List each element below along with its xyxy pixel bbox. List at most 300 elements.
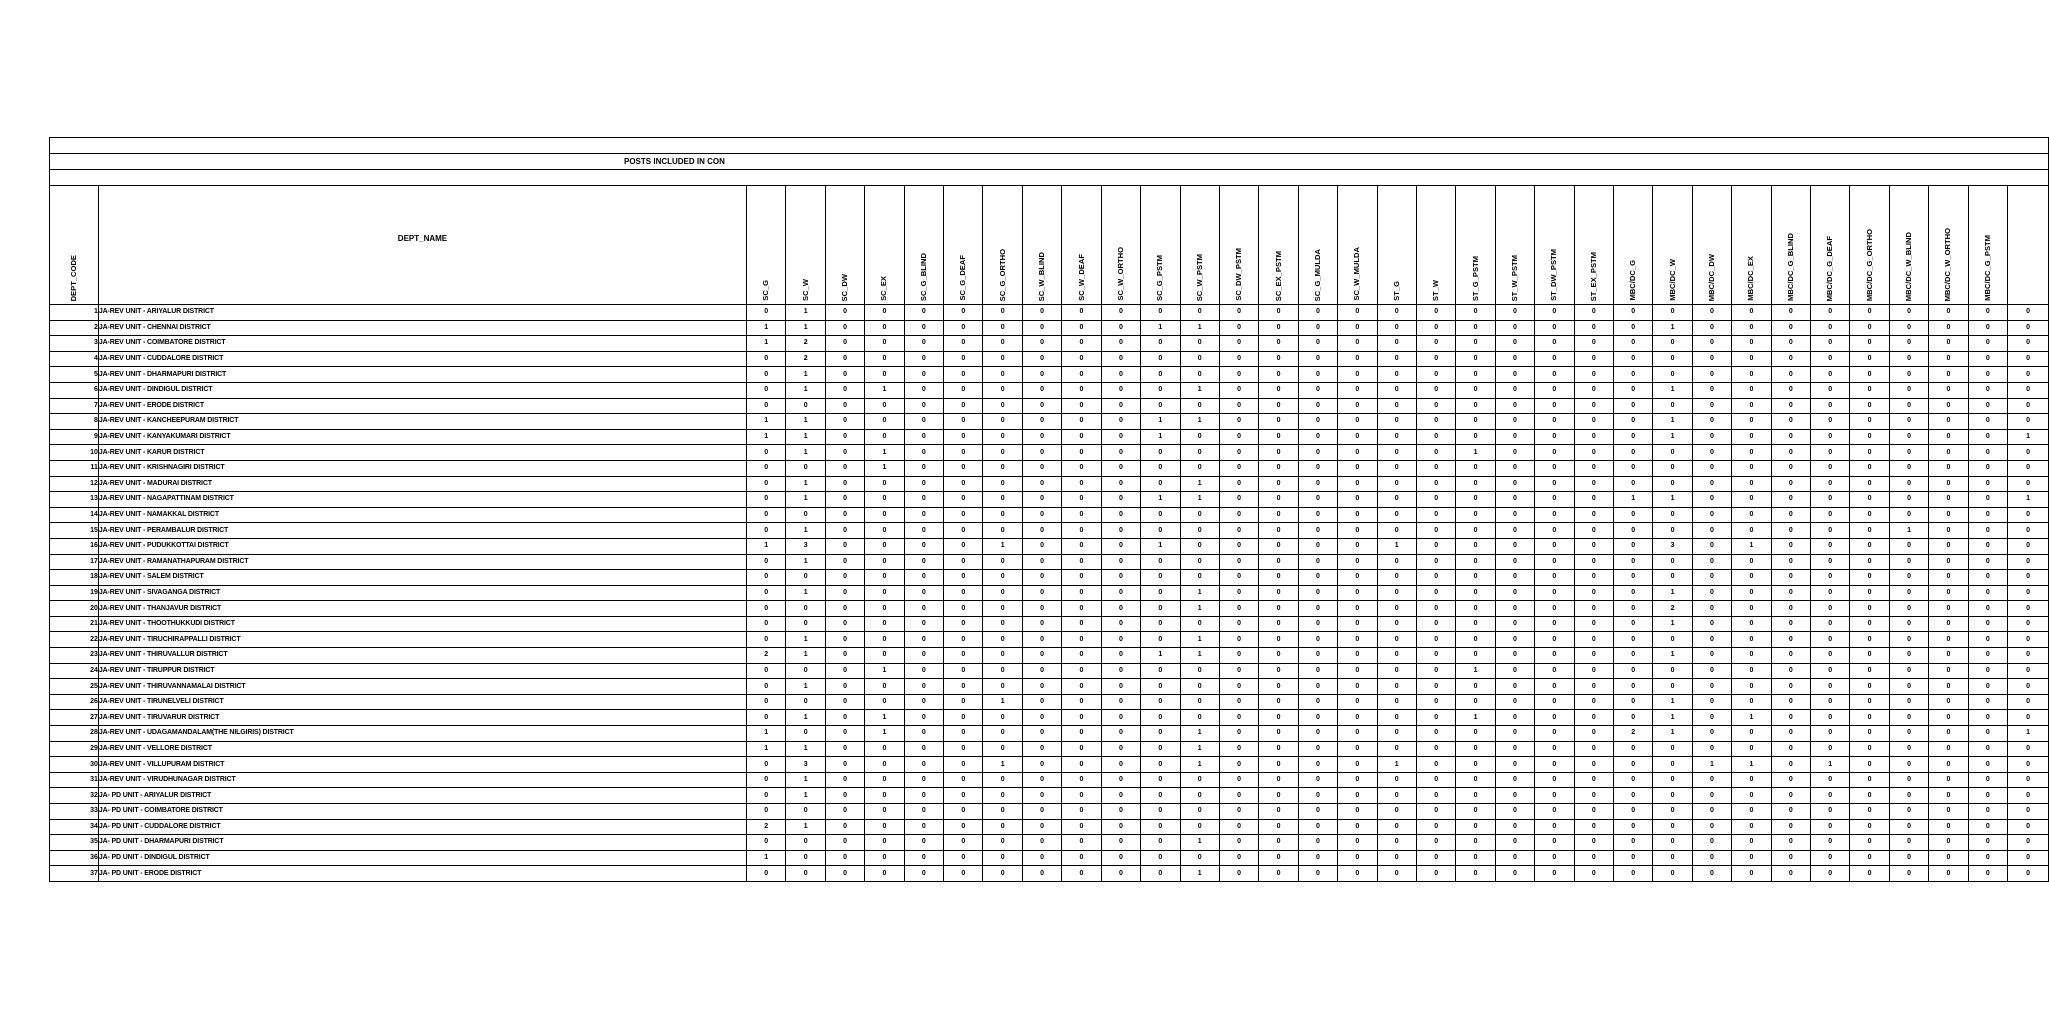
value-cell: 0: [1889, 429, 1928, 445]
value-cell: 0: [1416, 616, 1455, 632]
dept-code-cell: 25: [50, 679, 99, 695]
value-cell: 1: [786, 741, 825, 757]
value-cell: 0: [1377, 741, 1416, 757]
value-cell: 1: [865, 460, 904, 476]
value-cell: 0: [1062, 523, 1101, 539]
value-cell: 0: [1416, 367, 1455, 383]
value-cell: 0: [1535, 320, 1574, 336]
value-cell: 1: [1141, 320, 1180, 336]
spreadsheet: [49, 137, 2030, 877]
table-row: [50, 757, 2049, 773]
header-col-label: MBC/DC_EX: [1746, 256, 1756, 301]
value-cell: 0: [1811, 538, 1850, 554]
value-cell: 0: [1298, 648, 1337, 664]
value-cell: 0: [1968, 850, 2007, 866]
value-cell: 0: [1377, 772, 1416, 788]
value-cell: 0: [1653, 835, 1692, 851]
value-cell: 0: [1613, 601, 1652, 617]
value-cell: 0: [1968, 398, 2007, 414]
value-cell: 0: [1298, 616, 1337, 632]
value-cell: 0: [1653, 507, 1692, 523]
value-cell: 0: [1968, 679, 2007, 695]
value-cell: 0: [1456, 523, 1495, 539]
value-cell: 1: [1692, 757, 1731, 773]
value-cell: 0: [1732, 445, 1771, 461]
value-cell: 0: [1929, 305, 1968, 321]
value-cell: 0: [1219, 398, 1258, 414]
value-cell: 0: [1613, 679, 1652, 695]
value-cell: 0: [904, 757, 943, 773]
value-cell: 1: [1180, 492, 1219, 508]
value-cell: 0: [1338, 726, 1377, 742]
header-col: [747, 186, 786, 305]
value-cell: 0: [825, 866, 864, 882]
value-cell: 0: [1574, 507, 1613, 523]
value-cell: 0: [1850, 460, 1889, 476]
value-cell: 0: [1416, 726, 1455, 742]
value-cell: 0: [1929, 460, 1968, 476]
header-col: [1141, 186, 1180, 305]
dept-code-cell: 11: [50, 460, 99, 476]
value-cell: 1: [1732, 757, 1771, 773]
value-cell: 0: [1771, 492, 1810, 508]
value-cell: 0: [1889, 866, 1928, 882]
value-cell: 0: [904, 601, 943, 617]
value-cell: 1: [786, 788, 825, 804]
value-cell: 0: [1259, 367, 1298, 383]
value-cell: 0: [1613, 351, 1652, 367]
value-cell: 0: [747, 710, 786, 726]
value-cell: 0: [904, 476, 943, 492]
value-cell: 0: [1022, 679, 1061, 695]
value-cell: 0: [1101, 866, 1140, 882]
value-cell: 0: [1416, 710, 1455, 726]
value-cell: 1: [786, 414, 825, 430]
value-cell: 0: [1850, 632, 1889, 648]
header-col: [1732, 186, 1771, 305]
value-cell: 0: [1613, 788, 1652, 804]
dept-name-cell: JA-REV UNIT - DHARMAPURI DISTRICT: [98, 367, 746, 383]
value-cell: 0: [1259, 507, 1298, 523]
value-cell: 0: [1495, 367, 1534, 383]
value-cell: 0: [1259, 835, 1298, 851]
value-cell: 0: [2008, 850, 2049, 866]
table-row: [50, 305, 2049, 321]
dept-code-cell: 30: [50, 757, 99, 773]
value-cell: 0: [1535, 382, 1574, 398]
value-cell: 0: [747, 492, 786, 508]
value-cell: 0: [1771, 429, 1810, 445]
value-cell: 0: [1298, 554, 1337, 570]
value-cell: 0: [1259, 866, 1298, 882]
value-cell: 0: [1535, 835, 1574, 851]
value-cell: 0: [747, 835, 786, 851]
value-cell: 0: [1022, 710, 1061, 726]
value-cell: 1: [786, 367, 825, 383]
dept-name-cell: JA-REV UNIT - KANCHEEPURAM DISTRICT: [98, 414, 746, 430]
value-cell: 0: [1141, 507, 1180, 523]
value-cell: 0: [1732, 305, 1771, 321]
value-cell: 0: [825, 538, 864, 554]
value-cell: 0: [1298, 757, 1337, 773]
value-cell: 0: [2008, 414, 2049, 430]
header-col: [1613, 186, 1652, 305]
table-row: [50, 507, 2049, 523]
value-cell: 0: [1298, 726, 1337, 742]
value-cell: 0: [1889, 336, 1928, 352]
value-cell: 0: [1692, 554, 1731, 570]
value-cell: 0: [1771, 741, 1810, 757]
value-cell: 0: [944, 507, 983, 523]
value-cell: 0: [944, 648, 983, 664]
value-cell: 0: [1889, 710, 1928, 726]
value-cell: 0: [1101, 382, 1140, 398]
value-cell: 0: [1377, 616, 1416, 632]
value-cell: 0: [1889, 741, 1928, 757]
value-cell: 0: [1771, 835, 1810, 851]
value-cell: 0: [1535, 538, 1574, 554]
dept-name-cell: JA- PD UNIT - ERODE DISTRICT: [98, 866, 746, 882]
value-cell: 1: [786, 772, 825, 788]
value-cell: 0: [1298, 382, 1337, 398]
value-cell: 0: [1771, 616, 1810, 632]
value-cell: 0: [983, 305, 1022, 321]
value-cell: 0: [983, 585, 1022, 601]
value-cell: 0: [1968, 710, 2007, 726]
value-cell: 0: [1811, 570, 1850, 586]
value-cell: 0: [865, 336, 904, 352]
value-cell: 0: [1771, 850, 1810, 866]
value-cell: 0: [1298, 336, 1337, 352]
value-cell: 0: [865, 788, 904, 804]
value-cell: 0: [2008, 460, 2049, 476]
value-cell: 0: [904, 351, 943, 367]
value-cell: 1: [786, 554, 825, 570]
value-cell: 0: [1219, 305, 1258, 321]
value-cell: 0: [1141, 788, 1180, 804]
value-cell: 0: [1613, 741, 1652, 757]
value-cell: 0: [904, 382, 943, 398]
value-cell: 0: [1022, 460, 1061, 476]
dept-code-cell: 37: [50, 866, 99, 882]
value-cell: 0: [1968, 601, 2007, 617]
value-cell: 0: [904, 460, 943, 476]
value-cell: 0: [1850, 788, 1889, 804]
table-row: [50, 336, 2049, 352]
value-cell: 0: [1613, 570, 1652, 586]
header-col: [1692, 186, 1731, 305]
value-cell: 0: [865, 570, 904, 586]
value-cell: 0: [1338, 523, 1377, 539]
value-cell: 0: [865, 523, 904, 539]
value-cell: 0: [747, 632, 786, 648]
value-cell: 0: [1062, 445, 1101, 461]
value-cell: 0: [1022, 507, 1061, 523]
value-cell: 0: [825, 367, 864, 383]
header-col-label: ST_EX_PSTM: [1588, 251, 1598, 301]
value-cell: 0: [747, 351, 786, 367]
value-cell: 1: [865, 663, 904, 679]
value-cell: 0: [825, 414, 864, 430]
value-cell: 0: [983, 679, 1022, 695]
value-cell: 0: [1141, 663, 1180, 679]
value-cell: 0: [1771, 351, 1810, 367]
value-cell: 0: [825, 679, 864, 695]
posts-table: [49, 137, 2049, 882]
value-cell: 0: [1062, 632, 1101, 648]
dept-name-cell: JA-REV UNIT - VIRUDHUNAGAR DISTRICT: [98, 772, 746, 788]
value-cell: 0: [865, 616, 904, 632]
value-cell: 0: [1692, 819, 1731, 835]
value-cell: 0: [1811, 585, 1850, 601]
value-cell: 0: [1456, 382, 1495, 398]
value-cell: 0: [1219, 788, 1258, 804]
value-cell: 0: [1771, 819, 1810, 835]
value-cell: 0: [1968, 507, 2007, 523]
value-cell: 0: [1850, 398, 1889, 414]
value-cell: 0: [865, 398, 904, 414]
header-col-label: SC_G_ORTHO: [997, 248, 1007, 301]
value-cell: 0: [983, 398, 1022, 414]
value-cell: 0: [1732, 476, 1771, 492]
value-cell: 0: [1889, 305, 1928, 321]
value-cell: 0: [1968, 460, 2007, 476]
value-cell: 0: [1653, 351, 1692, 367]
blank-row: [50, 170, 2049, 186]
value-cell: 0: [1338, 757, 1377, 773]
value-cell: 0: [1653, 305, 1692, 321]
value-cell: 0: [747, 788, 786, 804]
value-cell: 0: [904, 320, 943, 336]
value-cell: 0: [865, 850, 904, 866]
value-cell: 0: [944, 398, 983, 414]
value-cell: 0: [1141, 741, 1180, 757]
value-cell: 0: [825, 663, 864, 679]
dept-code-cell: 6: [50, 382, 99, 398]
value-cell: 0: [1929, 336, 1968, 352]
value-cell: 0: [1535, 679, 1574, 695]
header-col: [983, 186, 1022, 305]
value-cell: 1: [786, 523, 825, 539]
value-cell: 1: [1141, 492, 1180, 508]
value-cell: 0: [1259, 757, 1298, 773]
value-cell: 0: [1416, 601, 1455, 617]
value-cell: 0: [1889, 772, 1928, 788]
value-cell: 0: [1929, 476, 1968, 492]
value-cell: 0: [1022, 648, 1061, 664]
value-cell: 0: [1495, 570, 1534, 586]
value-cell: 0: [1889, 663, 1928, 679]
value-cell: 0: [1653, 523, 1692, 539]
value-cell: 0: [1298, 305, 1337, 321]
value-cell: 0: [1811, 694, 1850, 710]
value-cell: 0: [2008, 538, 2049, 554]
value-cell: 0: [1298, 819, 1337, 835]
value-cell: 0: [865, 585, 904, 601]
value-cell: 0: [1771, 804, 1810, 820]
value-cell: 0: [1732, 460, 1771, 476]
value-cell: 0: [1416, 663, 1455, 679]
value-cell: 0: [1101, 492, 1140, 508]
value-cell: 0: [1771, 460, 1810, 476]
value-cell: 0: [2008, 398, 2049, 414]
value-cell: 0: [1416, 445, 1455, 461]
value-cell: 0: [1259, 850, 1298, 866]
value-cell: 0: [1535, 570, 1574, 586]
value-cell: 0: [1180, 523, 1219, 539]
value-cell: 0: [1495, 632, 1534, 648]
value-cell: 0: [1456, 804, 1495, 820]
dept-code-cell: 32: [50, 788, 99, 804]
value-cell: 0: [1377, 492, 1416, 508]
value-cell: 0: [944, 382, 983, 398]
value-cell: 0: [1062, 507, 1101, 523]
value-cell: 0: [2008, 710, 2049, 726]
value-cell: 0: [1495, 398, 1534, 414]
value-cell: 0: [1101, 585, 1140, 601]
value-cell: 0: [1219, 382, 1258, 398]
value-cell: 0: [1850, 382, 1889, 398]
value-cell: 0: [1377, 305, 1416, 321]
value-cell: 2: [747, 648, 786, 664]
value-cell: 0: [1732, 601, 1771, 617]
value-cell: 0: [747, 445, 786, 461]
value-cell: 1: [1180, 835, 1219, 851]
dept-name-cell: JA-REV UNIT - SALEM DISTRICT: [98, 570, 746, 586]
value-cell: 0: [1535, 507, 1574, 523]
value-cell: 0: [904, 850, 943, 866]
value-cell: 0: [1416, 336, 1455, 352]
value-cell: 0: [1968, 648, 2007, 664]
dept-name-cell: JA- PD UNIT - COIMBATORE DISTRICT: [98, 804, 746, 820]
value-cell: 0: [1732, 866, 1771, 882]
value-cell: 0: [825, 616, 864, 632]
value-cell: 0: [865, 476, 904, 492]
value-cell: 0: [1180, 679, 1219, 695]
value-cell: 0: [904, 305, 943, 321]
value-cell: 0: [1732, 585, 1771, 601]
value-cell: 0: [1101, 616, 1140, 632]
value-cell: 0: [1456, 601, 1495, 617]
value-cell: 0: [1495, 648, 1534, 664]
value-cell: 0: [825, 726, 864, 742]
value-cell: 0: [1338, 554, 1377, 570]
value-cell: 0: [1141, 804, 1180, 820]
value-cell: 0: [1535, 523, 1574, 539]
table-row: [50, 819, 2049, 835]
value-cell: 0: [1298, 835, 1337, 851]
header-col: [944, 186, 983, 305]
value-cell: 0: [1613, 398, 1652, 414]
value-cell: 0: [1022, 367, 1061, 383]
value-cell: 0: [1811, 320, 1850, 336]
value-cell: 0: [1180, 429, 1219, 445]
value-cell: 0: [786, 835, 825, 851]
table-row: [50, 788, 2049, 804]
value-cell: 0: [1574, 663, 1613, 679]
header-col-label: MBC/DC_W: [1667, 259, 1677, 301]
value-cell: 0: [1613, 710, 1652, 726]
value-cell: 0: [747, 398, 786, 414]
header-col: [1416, 186, 1455, 305]
value-cell: 0: [1219, 757, 1258, 773]
value-cell: 0: [1101, 305, 1140, 321]
value-cell: 1: [1180, 382, 1219, 398]
dept-name-cell: JA-REV UNIT - PUDUKKOTTAI DISTRICT: [98, 538, 746, 554]
value-cell: 0: [1613, 429, 1652, 445]
value-cell: 0: [1771, 585, 1810, 601]
value-cell: 0: [1692, 632, 1731, 648]
value-cell: 0: [1535, 492, 1574, 508]
value-cell: 0: [983, 663, 1022, 679]
value-cell: 0: [1259, 538, 1298, 554]
value-cell: 0: [1416, 382, 1455, 398]
value-cell: 0: [747, 757, 786, 773]
value-cell: 1: [1732, 538, 1771, 554]
value-cell: 0: [2008, 679, 2049, 695]
value-cell: 0: [944, 694, 983, 710]
value-cell: 0: [1022, 382, 1061, 398]
value-cell: 0: [1219, 648, 1258, 664]
value-cell: 3: [1653, 538, 1692, 554]
value-cell: 1: [1141, 414, 1180, 430]
value-cell: 0: [904, 804, 943, 820]
value-cell: 0: [1141, 382, 1180, 398]
value-cell: 0: [1811, 741, 1850, 757]
dept-name-cell: JA-REV UNIT - THIRUVALLUR DISTRICT: [98, 648, 746, 664]
value-cell: 0: [1535, 772, 1574, 788]
value-cell: 0: [1259, 788, 1298, 804]
value-cell: 0: [1850, 663, 1889, 679]
value-cell: 0: [1495, 492, 1534, 508]
value-cell: 0: [944, 772, 983, 788]
header-col-label: SC_DW_PSTM: [1234, 248, 1244, 301]
value-cell: 0: [1101, 445, 1140, 461]
value-cell: 0: [904, 414, 943, 430]
value-cell: 0: [1259, 585, 1298, 601]
value-cell: 0: [1219, 429, 1258, 445]
value-cell: 0: [1180, 367, 1219, 383]
value-cell: 0: [1101, 351, 1140, 367]
table-row: [50, 476, 2049, 492]
value-cell: 0: [1535, 414, 1574, 430]
value-cell: 0: [2008, 320, 2049, 336]
value-cell: 0: [1495, 804, 1534, 820]
value-cell: 0: [1968, 382, 2007, 398]
header-col-label: MBC/DC_W_BLIND: [1904, 231, 1914, 301]
value-cell: 0: [1889, 757, 1928, 773]
dept-name-cell: JA-REV UNIT - VILLUPURAM DISTRICT: [98, 757, 746, 773]
value-cell: 0: [1377, 398, 1416, 414]
value-cell: 0: [1968, 585, 2007, 601]
value-cell: 0: [1219, 632, 1258, 648]
value-cell: 0: [1968, 741, 2007, 757]
value-cell: 0: [1968, 570, 2007, 586]
value-cell: 0: [865, 538, 904, 554]
value-cell: 0: [1416, 679, 1455, 695]
value-cell: 0: [944, 616, 983, 632]
value-cell: 0: [1968, 663, 2007, 679]
value-cell: 0: [1929, 538, 1968, 554]
value-cell: 1: [865, 382, 904, 398]
value-cell: 0: [1692, 320, 1731, 336]
header-col-label: MBC/DC_G_BLIND: [1786, 233, 1796, 301]
value-cell: 0: [1613, 476, 1652, 492]
value-cell: 0: [1338, 538, 1377, 554]
value-cell: 0: [1338, 492, 1377, 508]
value-cell: 0: [786, 850, 825, 866]
value-cell: 0: [1771, 305, 1810, 321]
